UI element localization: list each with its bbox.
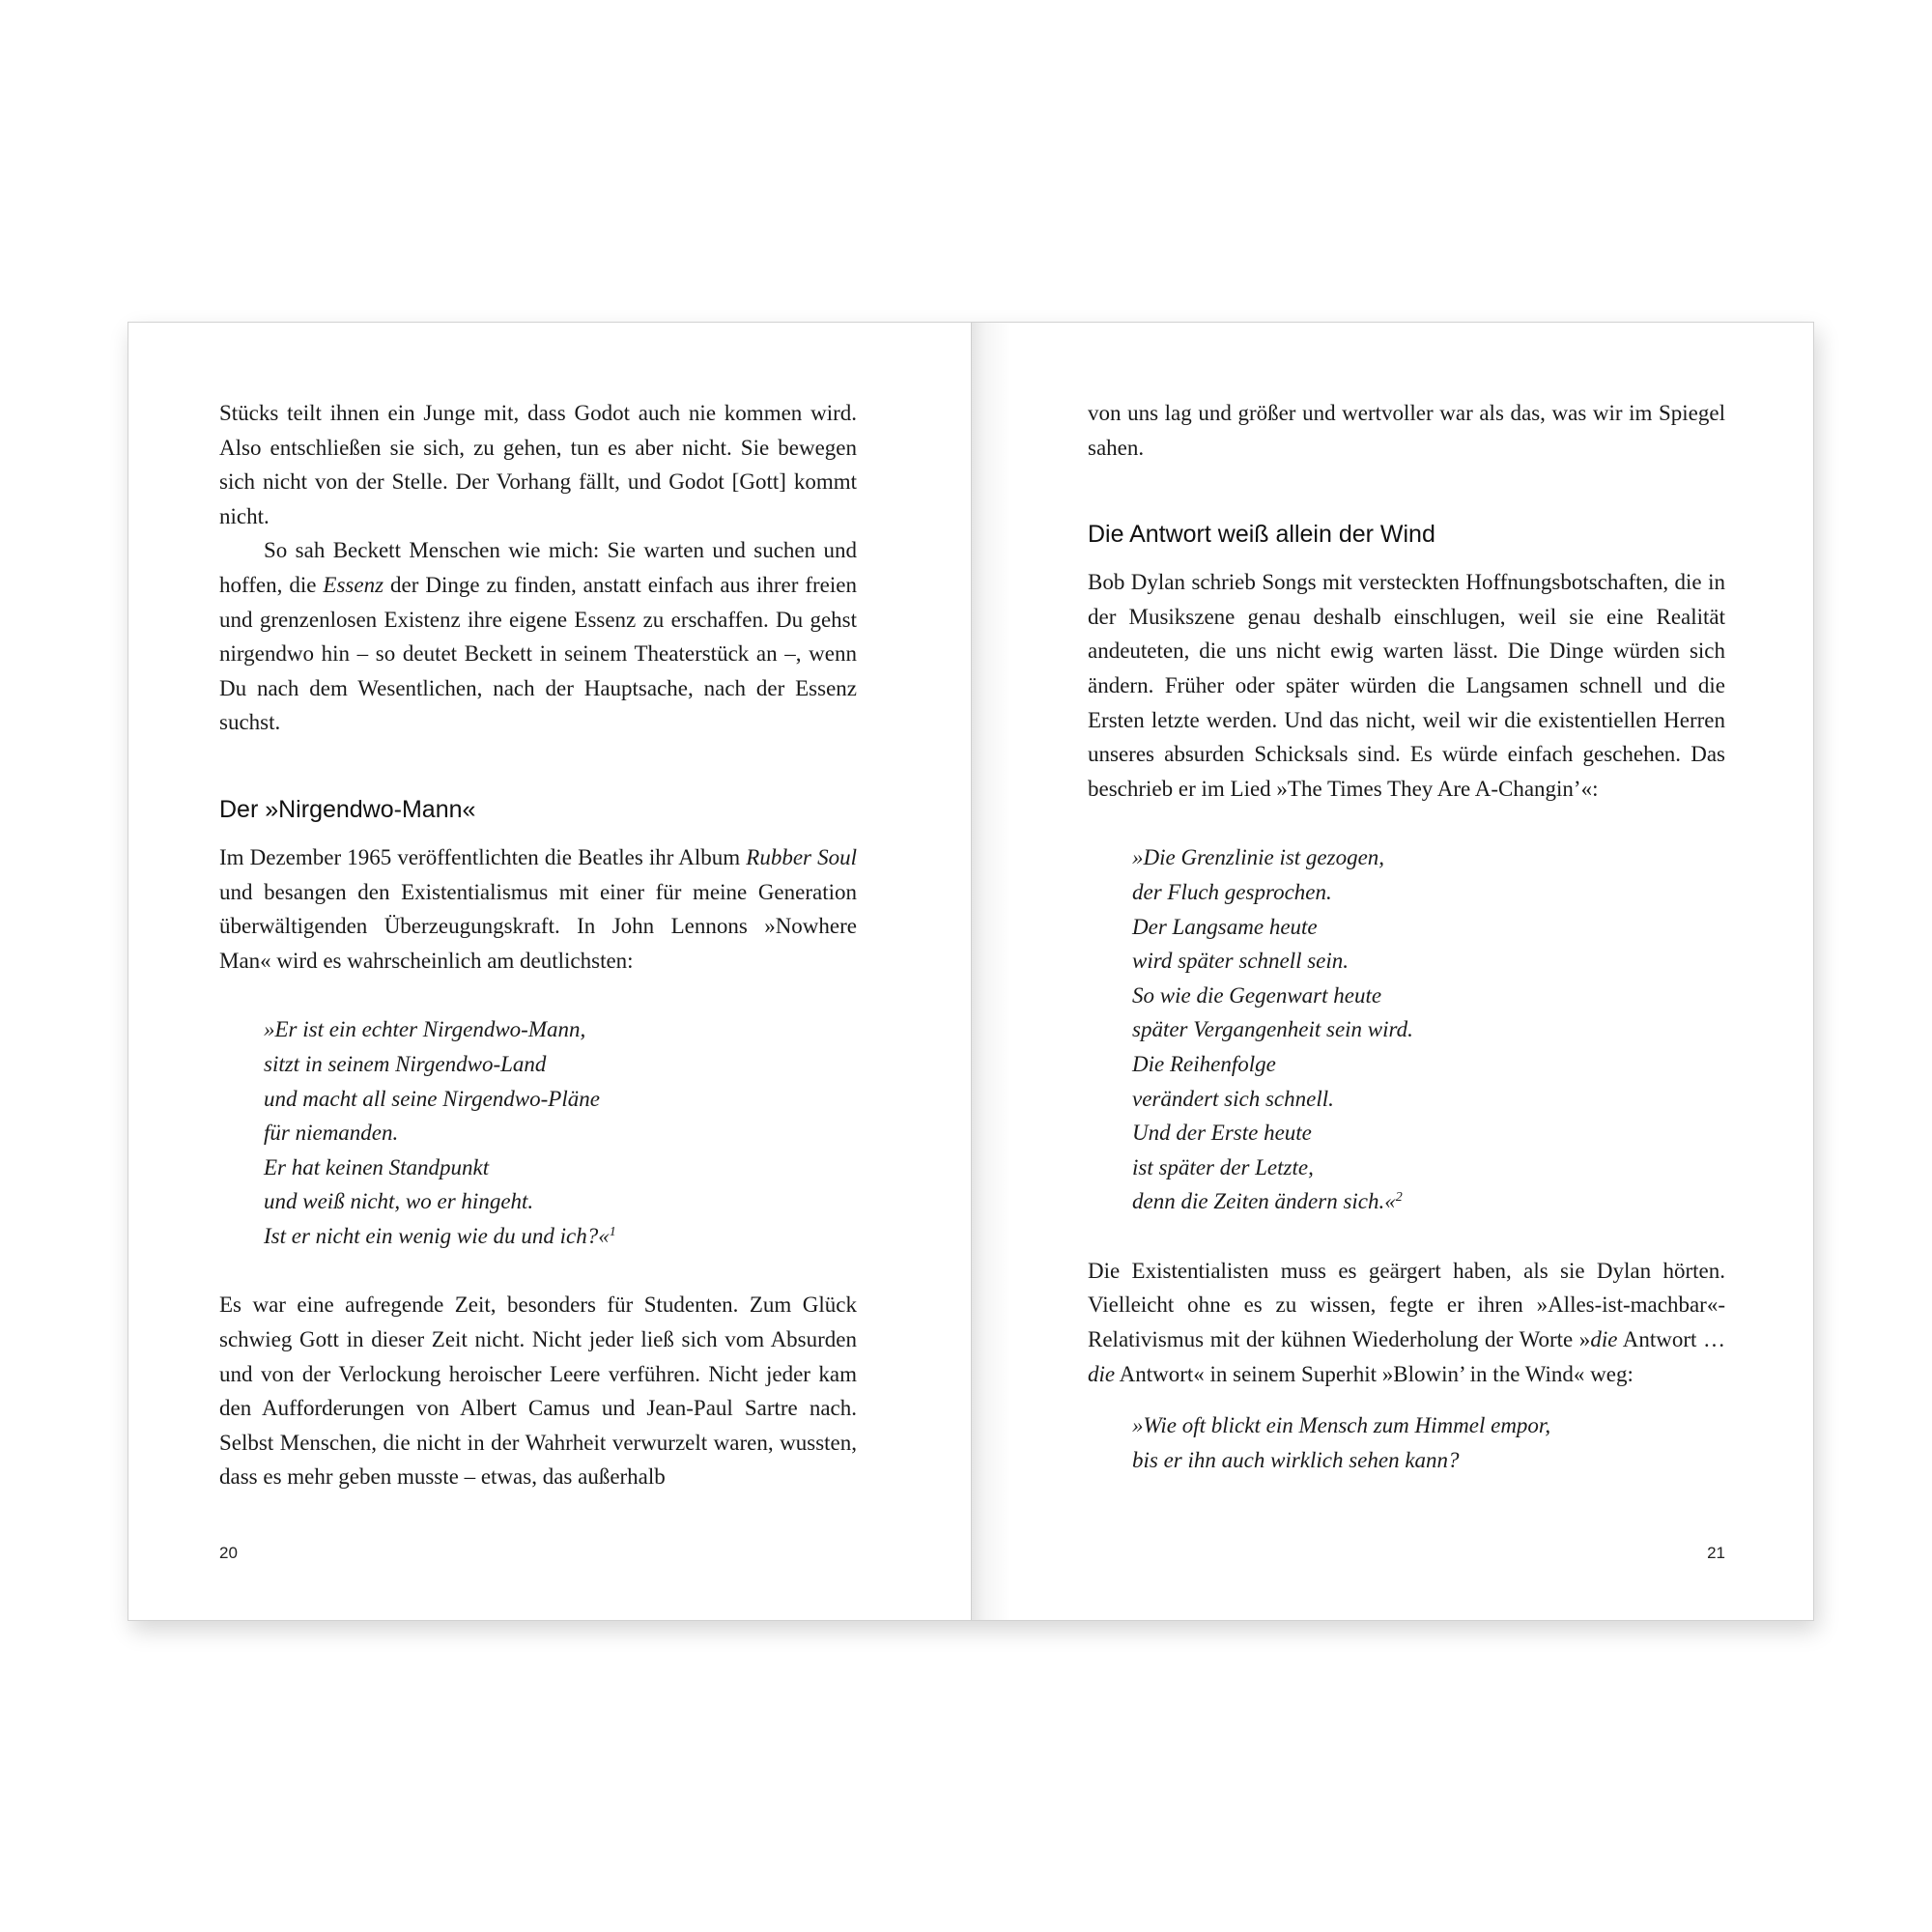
section-heading: Die Antwort weiß allein der Wind [1088,521,1435,549]
text-run: So sah Beckett Menschen wie mich: Sie warten und suchen und hoffen, die [219,538,857,597]
emphasis: die [1590,1327,1618,1352]
paragraph: Bob Dylan schrieb Songs mit versteckten Hoffnungsbotschaften, die in der Musikszene genau deshalb einschlugen, weil sie eine Realität andeuteten, die uns nicht ewig warten lässt. Die Dinge würden sich ändern. Früher oder später würden die Langsamen schnell und die Ersten letzte werden. Und das nicht, weil wir die existentiellen Herren unseres absurden Schicksals sind. Es würde einfach geschehen. Das beschrieb er im Lied »The Times They Are A-Changin’«: [1088,570,1725,801]
emphasis: die [1088,1361,1116,1386]
left-page-text [219,396,857,1494]
song-quote [1132,840,1725,1219]
quote-line: Er hat keinen Standpunkt [264,1154,490,1179]
quote-line: »Er ist ein echter Nirgendwo-Mann, [264,1017,586,1042]
quote-line: Der Langsame heute [1132,914,1318,939]
footnote-marker: 1 [609,1224,616,1239]
left-page [128,323,972,1620]
quote-line: »Wie oft blickt ein Mensch zum Himmel empor, [1132,1413,1551,1438]
quote-line [1132,1184,1725,1219]
paragraph: Stücks teilt ihnen ein Junge mit, dass Godot auch nie kommen wird. Also entschließen sie sich, zu gehen, tun es aber nicht. Sie bewegen sich nicht von der Stelle. Der Vorhang fällt, und Godot [Gott] kommt nicht. [219,401,857,528]
right-page-text [1088,396,1725,1477]
quote-line: für niemanden. [264,1121,399,1146]
emphasis: Essenz [323,572,384,597]
emphasis: Rubber Soul [746,844,857,869]
quote-line: ist später der Letzte, [1132,1154,1314,1179]
paragraph [1088,1254,1725,1391]
text-run: Ist er nicht ein wenig wie du und ich?« [264,1223,610,1248]
song-quote [264,1012,857,1253]
text-run: denn die Zeiten ändern sich.« [1132,1189,1396,1214]
quote-line: bis er ihn auch wirklich sehen kann? [1132,1447,1460,1472]
text-run: Antwort« in seinem Superhit »Blowin’ in the Wind« weg: [1115,1361,1634,1386]
quote-line: später Vergangenheit sein wird. [1132,1017,1413,1042]
section-heading: Der »Nirgendwo-Mann« [219,795,476,823]
page-number: 20 [219,1544,238,1562]
quote-line: sitzt in seinem Nirgendwo-Land [264,1051,547,1076]
text-run: der Dinge zu finden, anstatt einfach aus ihrer freien und grenzenlosen Existenz ihre eigene Essenz zu erschaffen. Du gehst nirgendwo hin – so deutet Beckett in seinem Theaterstück an –, wenn Du nach dem Wesentlichen, nach der Hauptsache, nach der Essenz suchst. [219,572,857,735]
song-quote [1132,1408,1725,1477]
quote-line [264,1219,857,1254]
page-number: 21 [1707,1544,1725,1562]
quote-line: verändert sich schnell. [1132,1086,1334,1111]
text-run: Antwort … [1617,1327,1725,1352]
footnote-marker: 2 [1395,1190,1403,1206]
paragraph [219,840,857,978]
quote-line: »Die Grenzlinie ist gezogen, [1132,845,1385,870]
quote-line: Die Reihenfolge [1132,1051,1276,1076]
book-spread [128,322,1814,1621]
paragraph: von uns lag und größer und wertvoller war als das, was wir im Spiegel sahen. [1088,401,1725,460]
quote-line: wird später schnell sein. [1132,949,1350,974]
text-run: Im Dezember 1965 veröffentlichten die Beatles ihr Album [219,844,747,869]
right-page [972,323,1815,1620]
quote-line: Und der Erste heute [1132,1121,1312,1146]
paragraph: Es war eine aufregende Zeit, besonders für Studenten. Zum Glück schwieg Gott in dieser Zeit nicht. Nicht jeder ließ sich vom Absurden und von der Verlockung heroischer Leere verführen. Nicht jeder kam den Aufforderungen von Albert Camus und Jean-Paul Sartre nach. Selbst Menschen, die nicht in der Wahrheit verwurzelt waren, wussten, dass es mehr geben musste – etwas, das außerhalb [219,1293,857,1490]
quote-line: und weiß nicht, wo er hingeht. [264,1189,534,1214]
quote-line: der Fluch gesprochen. [1132,879,1332,904]
quote-line: und macht all seine Nirgendwo-Pläne [264,1086,600,1111]
text-run: und besangen den Existentialismus mit einer für meine Generation überwältigenden Überzeugungskraft. In John Lennons »Nowhere Man« wird es wahrscheinlich am deutlichsten: [219,879,857,973]
paragraph [219,533,857,740]
quote-line: So wie die Gegenwart heute [1132,982,1382,1008]
text-run: Die Existentialisten muss es geärgert haben, als sie Dylan hörten. Vielleicht ohne es zu wissen, fegte er ihren »Alles-ist-machbar«-Relativismus mit der kühnen Wiederholung der Worte » [1088,1258,1725,1352]
